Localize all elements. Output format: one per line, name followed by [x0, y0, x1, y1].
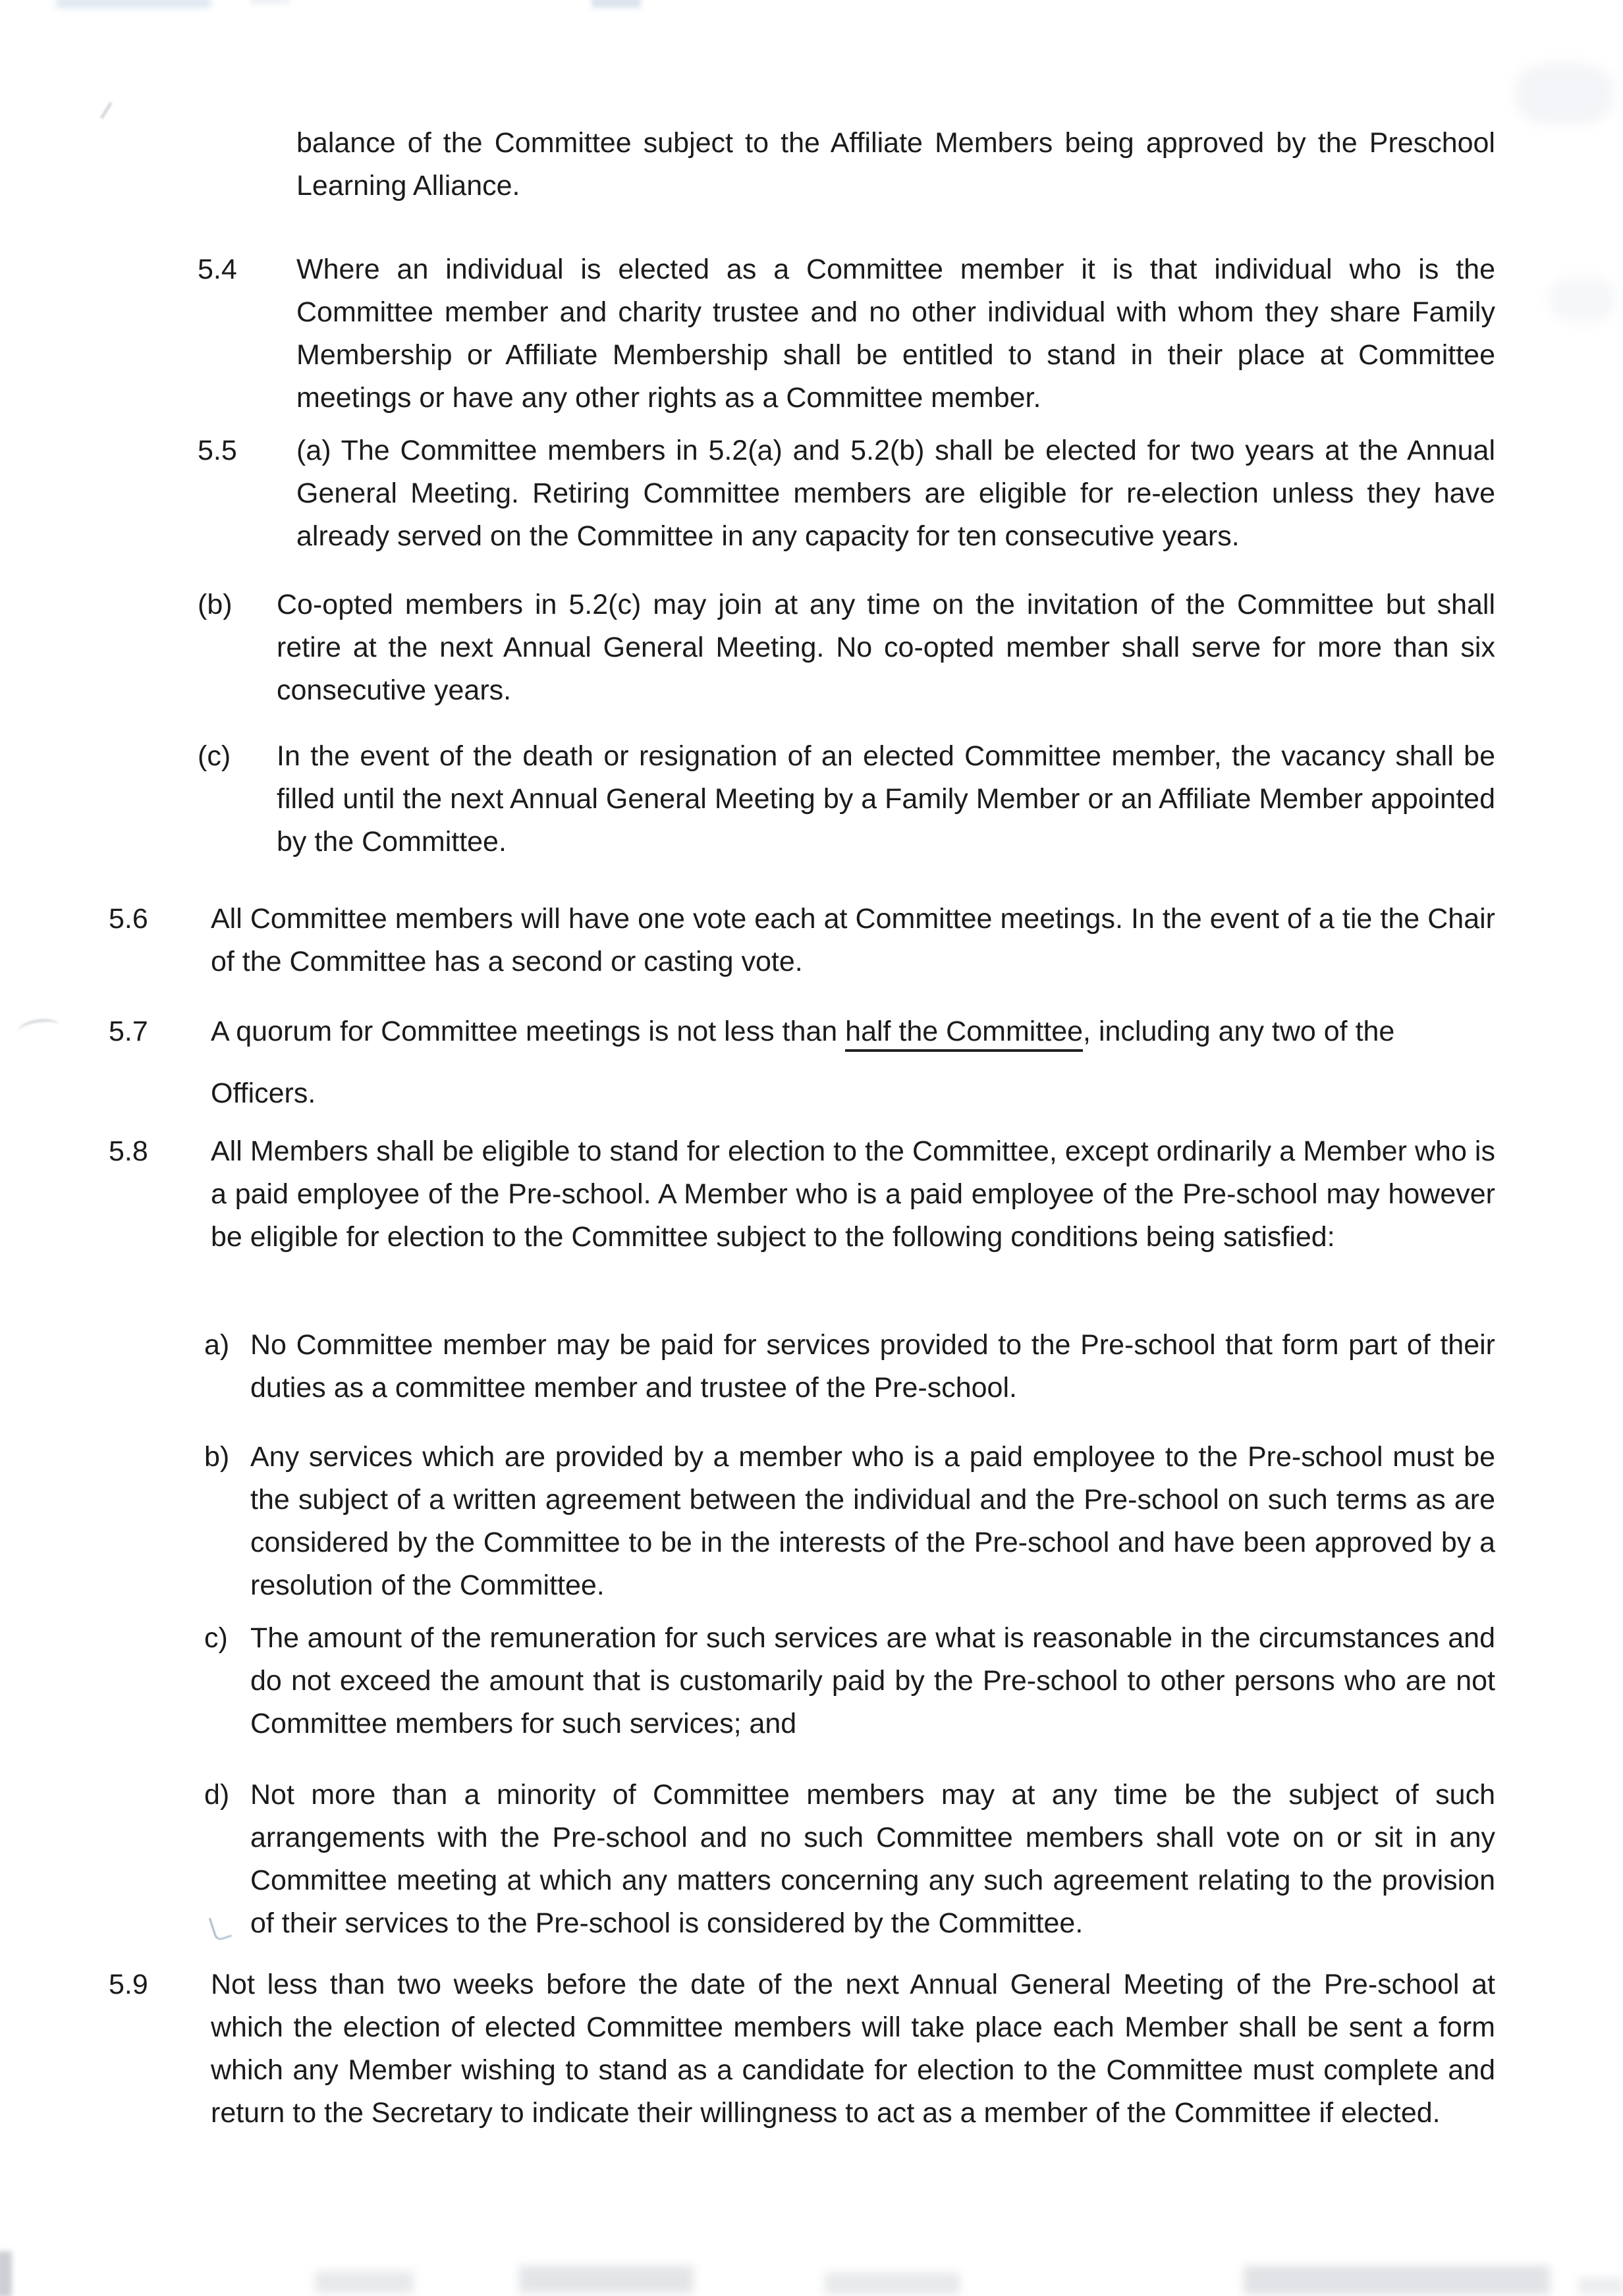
scan-artifact: [56, 0, 211, 8]
clause-text: All Committee members will have one vote each at Committee meetings. In the event of a tie the Chair of the Committee has a second or casting vote.: [211, 903, 1495, 977]
clause-5-4: [0, 248, 1623, 420]
clause-text: Any services which are provided by a member who is a paid employee to the Pre-school must be the subject of a written agreement between the individual and the Pre-school on such terms as are considered by the Committee to be in the interests of the Pre-school and have been approved by a resolution of the Committee.: [250, 1441, 1495, 1601]
clause-number: b): [204, 1441, 230, 1473]
scan-artifact: [100, 102, 121, 124]
scan-artifact: [0, 2251, 12, 2296]
scan-artifact: [1244, 2266, 1550, 2295]
clause-b: [0, 584, 1623, 712]
clause-number: c): [204, 1622, 228, 1654]
clause-number: (c): [198, 740, 231, 772]
clause-number: 5.5: [198, 435, 237, 466]
clause-text: (a) The Committee members in 5.2(a) and 5.2(b) shall be elected for two years at the Annual General Meeting. Retiring Committee members are eligible for re-election unless they have already served on the Committee in any capacity for ten consecutive years.: [296, 435, 1495, 552]
clause-5-8: [0, 1130, 1623, 1259]
clause-text: The amount of the remuneration for such services are what is reasonable in the circumstances and do not exceed the amount that is customarily paid by the Pre-school to other persons who are not Committee members for such services; and: [250, 1622, 1495, 1739]
clause-number: 5.6: [109, 903, 148, 935]
clause-sub-a: [0, 1324, 1623, 1409]
clause-5-7: [0, 1010, 1623, 1115]
clause-sub-c: [0, 1617, 1623, 1745]
clause-sub-b: [0, 1436, 1623, 1607]
clause-text: Not less than two weeks before the date of the next Annual General Meeting of the Pre-school at which the election of elected Committee members will take place each Member shall be sent a form which any Member wishing to stand as a candidate for election to the Committee must complete and return to the Secretary to indicate their willingness to act as a member of the Committee if elected.: [211, 1969, 1495, 2129]
clause-5-5: [0, 429, 1623, 558]
clause-c: [0, 735, 1623, 863]
clause-text: In the event of the death or resignation of an elected Committee member, the vacancy shall be filled until the next Annual General Meeting by a Family Member or an Affiliate Member appointed by the Committee.: [277, 740, 1495, 858]
clause-sub-d: [0, 1774, 1623, 1945]
scan-artifact: [315, 2271, 414, 2293]
clause-number: d): [204, 1779, 230, 1811]
scan-artifact: [250, 0, 290, 4]
scan-artifact: [1578, 2278, 1623, 2295]
clause-number: (b): [198, 589, 233, 620]
scan-artifact: [519, 2266, 694, 2293]
quorum-text-before: A quorum for Committee meetings is not less than: [211, 1016, 846, 1047]
clause-text: No Committee member may be paid for services provided to the Pre-school that form part of their duties as a committee member and trustee of the Pre-school.: [250, 1329, 1495, 1404]
clause-5-9: [0, 1963, 1623, 2135]
clause-number: 5.8: [109, 1135, 148, 1167]
scan-artifact: [591, 0, 641, 8]
scan-artifact: [825, 2272, 960, 2295]
clause-number: 5.7: [109, 1016, 148, 1047]
clause-text: Where an individual is elected as a Committee member it is that individual who is the Committee member and charity trustee and no other individual with whom they share Family Membership or Affiliate Membership shall be entitled to stand in their place at Committee meetings or have any other rights as a Committee member.: [296, 254, 1495, 414]
clause-number: 5.9: [109, 1969, 148, 2000]
clause-number: 5.4: [198, 254, 237, 285]
clause-text: [211, 1010, 1495, 1115]
quorum-text-after: , including any two of the: [1083, 1016, 1395, 1047]
clause-text: All Members shall be eligible to stand for election to the Committee, except ordinarily a Member who is a paid employee of the Pre-school. A Member who is a paid employee of the Pre-school may however be eligible for election to the Committee subject to the following conditions being satisfied:: [211, 1135, 1495, 1253]
clause-continuation-text: balance of the Committee subject to the Affiliate Members being approved by the Preschool Learning Alliance.: [296, 127, 1495, 202]
scan-artifact: [1515, 63, 1614, 125]
clause-5-6: [0, 898, 1623, 983]
clause-officers-line: Officers.: [211, 1078, 316, 1109]
clause-number: a): [204, 1329, 230, 1361]
quorum-underlined-phrase: half the Committee: [845, 1016, 1083, 1052]
clause-text: Co-opted members in 5.2(c) may join at any time on the invitation of the Committee but shall retire at the next Annual General Meeting. No co-opted member shall serve for more than six consecutive years.: [277, 589, 1495, 706]
clause-text: Not more than a minority of Committee members may at any time be the subject of such arrangements with the Pre-school and no such Committee members shall vote on or sit in any Committee meeting at which any matters concerning any such agreement relating to the provision of their services to the Pre-school is considered by the Committee.: [250, 1779, 1495, 1939]
